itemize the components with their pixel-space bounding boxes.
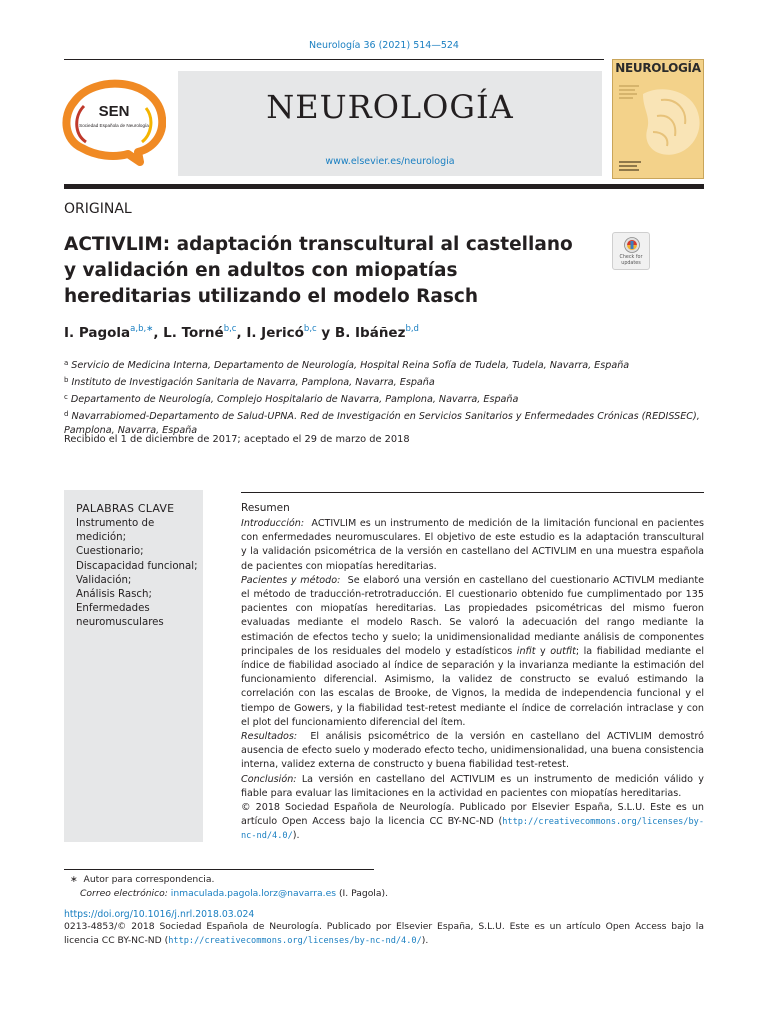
abstract-copyright [241, 801, 704, 844]
check-updates-label: Check for updates [619, 255, 643, 266]
email-link[interactable]: inmaculada.pagola.lorz@navarra.es [170, 888, 337, 899]
author-name[interactable]: L. Torné [163, 325, 224, 341]
author-separator: , [236, 325, 247, 341]
abstract-conclusion-text: La versión en castellano del ACTIVLIM es un instrumento de medición válido y fiable para evaluar las limitaciones en la actividad en pacientes con miopatías hereditarias. [241, 773, 704, 799]
keywords-title: PALABRAS CLAVE [76, 502, 175, 515]
abstract-copyright-end: ). [292, 830, 300, 842]
author-affiliation-marks[interactable]: a,b,∗ [130, 324, 154, 334]
copyright-end: ). [421, 935, 429, 946]
abstract-divider [241, 492, 704, 493]
author-name[interactable]: I. Pagola [64, 325, 131, 341]
abstract-title: Resumen [241, 502, 290, 514]
footnote-divider [64, 869, 374, 870]
abstract-results-text: El análisis psicométrico de la versión en castellano del ACTIVLIM demostró ausencia de efecto suelo y moderado efecto techo, unidimensionalidad, una buena consistencia interna, validez externa de constructo y buena fiabilidad test-retest. [241, 731, 705, 771]
journal-cover-image [612, 59, 704, 179]
author-name[interactable]: I. Jericó [246, 325, 304, 341]
conjunction: y [535, 645, 551, 657]
check-updates-icon [613, 233, 651, 255]
affiliation-key: d [64, 410, 69, 418]
license-link[interactable]: http://creativecommons.org/licenses/by-nc-nd/4.0/ [168, 936, 422, 946]
abstract-body [241, 517, 704, 844]
doi-link[interactable]: https://doi.org/10.1016/j.nrl.2018.03.024 [64, 909, 255, 920]
header-divider [64, 184, 704, 189]
affiliation-key: c [64, 393, 68, 401]
keyword-item: Validación; [76, 574, 132, 586]
author-affiliation-marks[interactable]: b,c [223, 324, 237, 334]
author-affiliation-marks[interactable]: b,c [303, 324, 317, 334]
keyword-item: Instrumento de medición; [76, 518, 155, 544]
email-label: Correo electrónico: [80, 888, 168, 899]
article-title: ACTIVLIM: adaptación transcultural al castellano y validación en adultos con miopatías hereditarias utilizando el modelo Rasch [64, 234, 573, 307]
affiliation-text: Servicio de Medicina Interna, Departamento de Neurología, Hospital Reina Sofía de Tudela, Tudela, Navarra, España [71, 360, 630, 371]
outfit-term: outfit [550, 645, 576, 657]
author-name[interactable]: B. Ibáñez [334, 325, 406, 341]
copyright-notice [64, 920, 704, 948]
email-note [80, 888, 388, 899]
author-affiliation-marks[interactable]: b,d [405, 324, 419, 334]
author-separator: y [316, 325, 335, 341]
received-dates: Recibido el 1 de diciembre de 2017; aceptado el 29 de marzo de 2018 [64, 434, 410, 445]
infit-term: infit [516, 645, 536, 657]
keyword-item: Discapacidad funcional; [76, 560, 198, 572]
cover-brain-graphic [613, 76, 704, 179]
keywords-box [64, 490, 203, 842]
copyright-text: 0213-4853/© 2018 Sociedad Española de Neurología. Publicado por Elsevier España, S.L.U. Este es un artículo Open Access bajo la licencia CC BY-NC-ND ( [64, 921, 704, 946]
affiliation-item [64, 356, 709, 373]
keywords-list [76, 517, 201, 631]
abstract-copyright-text: © 2018 Sociedad Española de Neurología. Publicado por Elsevier España, S.L.U. Este es un artículo Open Access bajo la licencia CC BY-NC-ND ( [241, 802, 704, 828]
footnote-mark: ∗ [70, 874, 78, 885]
top-divider [64, 59, 604, 60]
keyword-item: Enfermedades neuromusculares [76, 603, 164, 629]
abstract-conclusion-heading: Conclusión: [241, 773, 297, 785]
journal-title: NEUROLOGÍA [266, 88, 514, 126]
journal-reference[interactable]: Neurología 36 (2021) 514—524 [309, 40, 459, 51]
sen-logo [62, 78, 166, 166]
affiliations [64, 356, 709, 438]
author-list [64, 324, 419, 341]
corresponding-author-note [70, 874, 214, 885]
affiliation-key: b [64, 376, 69, 384]
abstract-introduction [241, 517, 704, 574]
email-suffix: (I. Pagola). [336, 888, 388, 899]
affiliation-item [64, 373, 709, 390]
abstract-methods-text-cont: ; la fiabilidad mediante el índice de fiabilidad asociado al índice de separación y la invarianza mediante la estimación del funcionamiento diferencial. Asimismo, la validez de constructo se evaluó estimando la correlación con las escalas de Brooke, de Vignos, la medida de independencia funcional y el tiempo de Gowers, y la fiabilidad test-retest mediante el índice de correlación intraclase y con el plot del funcionamiento diferencial del ítem. [241, 645, 704, 728]
abstract-methods [241, 574, 704, 730]
affiliation-text: Navarrabiomed-Departamento de Salud-UPNA. Red de Investigación en Servicios Sanitarios y Enfermedades Crónicas (REDISSEC), Pamplona, Navarra, España [64, 411, 700, 436]
license-link[interactable]: http://creativecommons.org/licenses/by-nc-nd/4.0/ [241, 817, 704, 842]
corresponding-author-text: Autor para correspondencia. [83, 874, 215, 885]
check-for-updates-button[interactable] [612, 232, 650, 270]
abstract-methods-heading: Pacientes y método: [241, 574, 341, 586]
abstract-intro-heading: Introducción: [241, 518, 305, 529]
affiliation-item [64, 390, 709, 407]
author-separator: , [153, 325, 164, 341]
section-label: ORIGINAL [64, 201, 132, 217]
logo-subtext: Sociedad Española de Neurología [79, 123, 149, 128]
affiliation-text: Departamento de Neurología, Complejo Hospitalario de Navarra, Pamplona, Navarra, España [70, 394, 519, 405]
keyword-item: Análisis Rasch; [76, 589, 152, 601]
cover-title: NEUROLOGÍA [615, 61, 701, 75]
abstract-conclusion [241, 773, 704, 801]
keyword-item: Cuestionario; [76, 546, 144, 558]
journal-url-link[interactable]: www.elsevier.es/neurologia [325, 156, 455, 167]
abstract-results-heading: Resultados: [241, 731, 298, 743]
affiliation-key: a [64, 359, 69, 367]
abstract-methods-text: Se elaboró una versión en castellano del cuestionario ACTIVLM mediante el método de traducción-retrotraducción. El cuestionario obtenido fue cumplimentado por 135 pacientes con miopatías hereditarias. Las propiedades psicométricas del mismo fueron evaluadas mediante el modelo Rasch. Se valoró la adecuación del rango mediante la estimación de efectos techo y suelo; la unidimensionalidad mediante análisis de componentes principales de los residuales del modelo y estadísticos [241, 574, 704, 657]
abstract-results [241, 730, 704, 773]
abstract-intro-text: ACTIVLIM es un instrumento de medición de la limitación funcional en pacientes con enfermedades neuromusculares. El objetivo de este estudio es la adaptación transcultural y la validación psicométrica de la versión en castellano del ACTIVLIM en una muestra española de pacientes con miopatías hereditarias. [241, 518, 704, 572]
affiliation-text: Instituto de Investigación Sanitaria de Navarra, Pamplona, Navarra, España [71, 377, 435, 388]
logo-text: SEN [98, 103, 130, 120]
